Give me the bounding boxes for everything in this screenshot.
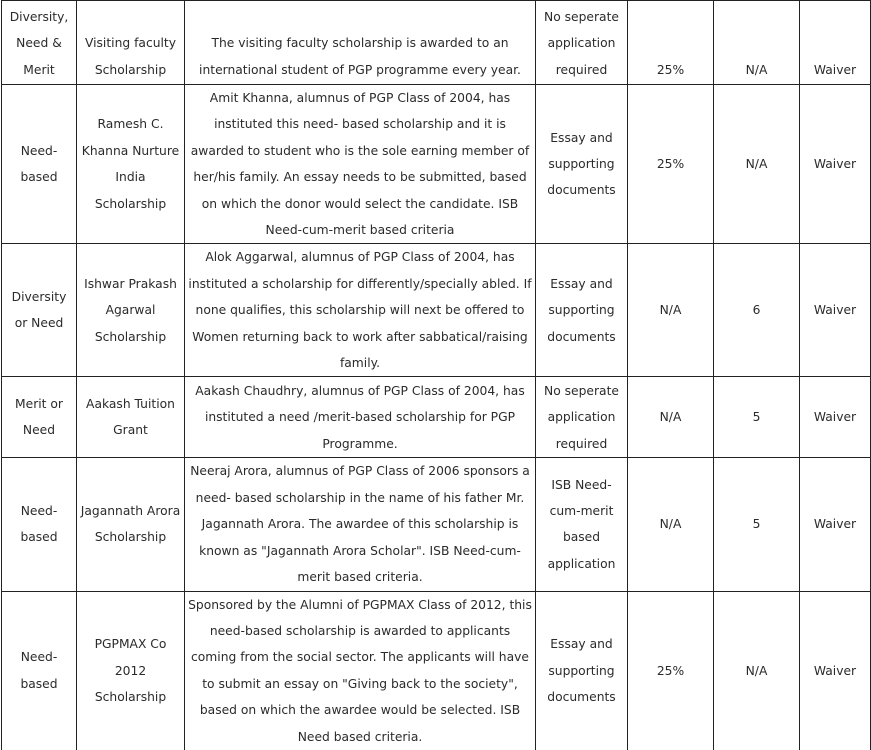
basis-cell: Need-based	[2, 85, 77, 244]
description-cell: Neeraj Arora, alumnus of PGP Class of 2006 sponsors a need- based scholarship in the name of his father Mr. Jagannath Arora. The awardee of this scholarship is known as "Jagannath Arora Scholar". ISB Need-cum-merit based criteria.	[185, 458, 536, 591]
application-cell: No seperate application required	[536, 1, 628, 85]
description-cell: Amit Khanna, alumnus of PGP Class of 2004, has instituted this need- based scholarship and it is awarded to student who is the sole earning member of her/his family. An essay needs to be submitted, based on which the donor would select the candidate. ISB Need-cum-merit based criteria	[185, 85, 536, 244]
type-cell: Waiver	[800, 244, 871, 377]
amount-cell: N/A	[628, 244, 714, 377]
count-cell: 6	[714, 244, 800, 377]
type-cell: Waiver	[800, 85, 871, 244]
count-cell: 5	[714, 458, 800, 591]
type-cell: Waiver	[800, 1, 871, 85]
count-cell: N/A	[714, 1, 800, 85]
table-row	[2, 377, 871, 458]
type-cell: Waiver	[800, 591, 871, 750]
amount-cell: 25%	[628, 591, 714, 750]
application-cell: No seperate application required	[536, 377, 628, 458]
table-row	[2, 591, 871, 750]
application-cell: Essay and supporting documents	[536, 244, 628, 377]
scholarship-name-cell: Ramesh C. Khanna Nurture India Scholarship	[77, 85, 185, 244]
table-row	[2, 1, 871, 85]
application-cell: Essay and supporting documents	[536, 85, 628, 244]
basis-cell: Diversity, Need & Merit	[2, 1, 77, 85]
table-row	[2, 85, 871, 244]
scholarship-name-cell: Ishwar Prakash Agarwal Scholarship	[77, 244, 185, 377]
basis-cell: Diversity or Need	[2, 244, 77, 377]
scholarship-table	[1, 0, 871, 750]
amount-cell: 25%	[628, 1, 714, 85]
basis-cell: Need-based	[2, 458, 77, 591]
table-row	[2, 458, 871, 591]
description-cell: Sponsored by the Alumni of PGPMAX Class of 2012, this need-based scholarship is awarded to applicants coming from the social sector. The applicants will have to submit an essay on "Giving back to the society", based on which the awardee would be selected. ISB Need based criteria.	[185, 591, 536, 750]
amount-cell: 25%	[628, 85, 714, 244]
count-cell: N/A	[714, 85, 800, 244]
amount-cell: N/A	[628, 377, 714, 458]
scholarship-name-cell: PGPMAX Co 2012 Scholarship	[77, 591, 185, 750]
description-cell: Aakash Chaudhry, alumnus of PGP Class of 2004, has instituted a need /merit-based scholarship for PGP Programme.	[185, 377, 536, 458]
table-row	[2, 244, 871, 377]
basis-cell: Need-based	[2, 591, 77, 750]
scholarship-name-cell: Visiting faculty Scholarship	[77, 1, 185, 85]
application-cell: Essay and supporting documents	[536, 591, 628, 750]
scholarship-name-cell: Jagannath Arora Scholarship	[77, 458, 185, 591]
scholarship-name-cell: Aakash Tuition Grant	[77, 377, 185, 458]
count-cell: 5	[714, 377, 800, 458]
description-cell: The visiting faculty scholarship is awarded to an international student of PGP programme every year.	[185, 1, 536, 85]
amount-cell: N/A	[628, 458, 714, 591]
type-cell: Waiver	[800, 377, 871, 458]
application-cell: ISB Need-cum-merit based application	[536, 458, 628, 591]
type-cell: Waiver	[800, 458, 871, 591]
basis-cell: Merit or Need	[2, 377, 77, 458]
count-cell: N/A	[714, 591, 800, 750]
description-cell: Alok Aggarwal, alumnus of PGP Class of 2004, has instituted a scholarship for differently/specially abled. If none qualifies, this scholarship will next be offered to Women returning back to work after sabbatical/raising family.	[185, 244, 536, 377]
